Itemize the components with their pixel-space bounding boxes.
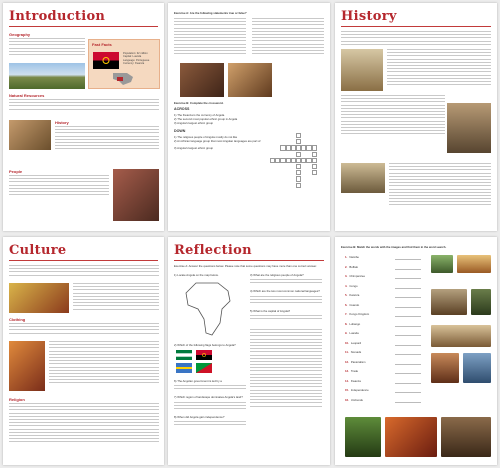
crossword-cell — [306, 164, 309, 167]
natural-resources-text — [9, 99, 159, 112]
section-heading-clothing: Clothing — [9, 317, 26, 322]
matching-row-number: 1. — [345, 255, 348, 259]
exercise-b-label: Exercise B: Match the words with the images and find them in the word search. — [341, 245, 447, 249]
across-clue: 1) The Kwanza is the currency of Angola. — [174, 113, 225, 117]
crossword-cell — [317, 145, 320, 148]
crossword-cell — [301, 152, 304, 155]
crossword-cell — [270, 183, 273, 186]
crossword-cell — [322, 139, 325, 142]
matching-row-number: 3. — [345, 274, 348, 278]
matching-row-number: 16. — [345, 397, 349, 402]
matching-row-number: 6. — [345, 302, 348, 307]
crossword-cell — [286, 152, 289, 155]
section-heading-geography: Geography — [9, 32, 31, 37]
matching-row-number: 13. — [345, 369, 349, 373]
answer-options-3 — [250, 279, 322, 285]
matching-answer-line[interactable] — [395, 354, 421, 355]
page-quiz — [168, 3, 330, 231]
fact-row: Language: Portuguese — [123, 58, 150, 62]
history-text-3 — [389, 163, 491, 208]
crossword-cell — [270, 176, 273, 179]
question-3: 3) What are the religious people of Angola? — [250, 273, 304, 277]
statements-right — [252, 18, 324, 56]
crossword-cell — [286, 164, 289, 167]
crossword-cell — [317, 133, 320, 136]
page-title: Reflection — [174, 243, 252, 258]
match-image-leopard — [431, 289, 467, 315]
matching-row-number: 14. — [345, 378, 349, 383]
crossword-cell — [317, 170, 320, 173]
question-5: 5) What is the capital of Angola? — [250, 309, 291, 313]
section-heading-people: People — [9, 169, 23, 174]
down-clue: 1) The religious people of Angola mostly do not like — [174, 135, 238, 139]
match-image-nomads — [431, 325, 491, 347]
matching-word: Pastoralism — [350, 359, 366, 364]
across-clue: 2) The second most popular ethnic group in Angola — [174, 117, 238, 121]
page-title: Culture — [9, 243, 67, 258]
fast-facts-list — [123, 52, 157, 66]
matching-word: Kwanza — [350, 378, 361, 383]
match-image-forest — [345, 417, 381, 457]
crossword-cell — [322, 133, 325, 136]
crossword-cell — [322, 145, 325, 148]
title-rule — [341, 26, 491, 27]
matching-word: Trade — [350, 369, 359, 373]
reflection-instructions: Exercise A: Answer the questions below. Please note that some questions may have more than one correct answer. — [174, 264, 317, 268]
crossword-cell — [286, 133, 289, 136]
question-8: 8) When did Angola gain independence? — [174, 415, 225, 419]
matching-word: Chimpanzee — [349, 274, 366, 278]
match-image-desert — [457, 255, 491, 273]
people-text — [9, 175, 109, 197]
down-clue: 3) Angola's largest ethnic group — [174, 146, 214, 150]
flag-option-d-icon[interactable] — [196, 363, 212, 373]
exercise-b-label: Exercise B: Complete the crossword. — [174, 101, 224, 105]
matching-row-number: 9. — [345, 331, 348, 335]
title-rule — [174, 260, 324, 261]
matching-row-number: 12. — [345, 359, 349, 364]
flag-option-b-icon[interactable] — [196, 350, 212, 360]
matching-word: Kwanza — [349, 293, 360, 297]
matching-word: Congo — [349, 283, 358, 288]
matching-word: Leopard — [350, 340, 362, 345]
crossword-cell — [275, 152, 278, 155]
page-history — [335, 3, 497, 231]
map-of-africa-icon — [93, 72, 155, 86]
match-image-chimpanzee — [471, 289, 491, 315]
matching-answer-line[interactable] — [395, 259, 421, 260]
crossword-cell — [291, 152, 294, 155]
crossword-cell — [317, 139, 320, 142]
historical-illustration — [341, 49, 383, 91]
crossword-cell — [322, 152, 325, 155]
history-text-2 — [341, 95, 445, 136]
crossword-cell — [306, 176, 309, 179]
crossword-cell — [286, 170, 289, 173]
crossword-cell — [280, 183, 283, 186]
crossword-cell — [275, 164, 278, 167]
across-heading: ACROSS — [174, 107, 190, 111]
crossword-cell — [291, 133, 294, 136]
crossword-cell — [317, 164, 320, 167]
answer-options-7 — [174, 402, 246, 412]
crossword-cell — [322, 170, 325, 173]
crossword-cell — [270, 164, 273, 167]
title-rule — [9, 260, 158, 261]
crossword-cell — [301, 170, 304, 173]
crossword-cell — [280, 133, 283, 136]
culture-intro-text — [9, 265, 159, 278]
crossword-cell — [280, 176, 283, 179]
crossword-cell — [312, 183, 315, 186]
religion-text — [9, 403, 159, 444]
section-heading-religion: Religion — [9, 397, 25, 402]
question-6: 6) The Angolan government is led by a — [174, 379, 222, 383]
crossword-cell — [270, 145, 273, 148]
crossword-cell — [275, 183, 278, 186]
section-heading-history: History — [55, 120, 69, 125]
crossword-cell — [306, 183, 309, 186]
matching-row-number: 15. — [345, 388, 349, 392]
matching-answer-line[interactable] — [395, 392, 421, 393]
matching-row-number: 7. — [345, 312, 348, 316]
crossword-cell — [306, 152, 309, 155]
matching-word: Kongo Kingdom — [349, 312, 370, 316]
crossword-cell — [301, 176, 304, 179]
matching-answer-line[interactable] — [395, 373, 421, 374]
fast-facts-heading: Fast Facts — [92, 42, 112, 47]
crossword-cell — [301, 183, 304, 186]
angola-flag-icon — [93, 52, 119, 69]
crossword-cell — [301, 139, 304, 142]
historical-photo — [341, 163, 385, 193]
page-introduction — [3, 3, 164, 231]
page-title: Introduction — [9, 9, 106, 24]
page-matching — [335, 237, 497, 465]
crossword-cell — [270, 152, 273, 155]
matching-answer-line[interactable] — [395, 364, 421, 365]
across-clue: 3) Angola's largest ethnic group — [174, 121, 214, 125]
page-reflection — [168, 237, 330, 465]
crossword-cell — [275, 145, 278, 148]
matching-word: Lubango — [349, 321, 361, 326]
fact-row: Population: 32 million — [123, 52, 148, 55]
matching-word: Luanda — [349, 331, 359, 335]
flag-option-a-icon[interactable] — [176, 350, 192, 360]
crossword-cell — [317, 176, 320, 179]
match-image-buffalo — [441, 417, 491, 457]
matching-answer-line[interactable] — [395, 288, 421, 289]
crossword-cell — [322, 183, 325, 186]
matching-row-number: 5. — [345, 293, 348, 297]
matching-word: Cuando — [349, 302, 360, 307]
crossword-cell — [280, 164, 283, 167]
question-7: 7) Which region of landscape dominates Angola's land? — [174, 395, 243, 399]
crossword-cell — [270, 170, 273, 173]
matching-row-number: 10. — [345, 340, 349, 345]
geography-text — [9, 38, 85, 57]
crossword-cell — [312, 176, 315, 179]
africa-map-icon — [178, 279, 238, 339]
page-title: History — [341, 9, 397, 24]
crossword-cell — [286, 139, 289, 142]
match-image-people — [431, 353, 459, 383]
crossword-cell — [270, 133, 273, 136]
crossword-cell — [306, 139, 309, 142]
crossword-cell — [270, 139, 273, 142]
matching-word: Buffalo — [349, 264, 359, 269]
matching-answer-line[interactable] — [395, 345, 421, 346]
answer-options-5 — [250, 315, 322, 321]
crossword-cell — [275, 139, 278, 142]
matching-answer-line[interactable] — [395, 297, 421, 298]
matching-answer-line[interactable] — [395, 335, 421, 336]
crossword-cell — [317, 152, 320, 155]
question-4: 4) Which are the two most common national languages? — [250, 289, 320, 293]
crossword-cell — [301, 164, 304, 167]
crossword-cell — [301, 133, 304, 136]
match-image-river — [463, 353, 491, 383]
crossword-cell — [317, 183, 320, 186]
crossword-cell — [275, 170, 278, 173]
matching-word: Independence — [350, 388, 369, 392]
flag-option-c-icon[interactable] — [176, 363, 192, 373]
children-photo — [180, 63, 224, 97]
page-culture — [3, 237, 164, 465]
dance-photo — [9, 283, 69, 313]
question-1: 1) Locate Angola on the map below. — [174, 273, 219, 277]
matching-answer-line[interactable] — [395, 278, 421, 279]
exercise-a-label: Exercise A: Are the following statements true or false? — [174, 11, 247, 15]
portrait-illustration — [447, 103, 491, 153]
questions-right-column — [250, 329, 322, 409]
fast-facts-box — [88, 39, 160, 89]
matching-answer-line[interactable] — [395, 269, 421, 270]
matching-word: Nomads — [350, 350, 362, 354]
matching-row-number: 2. — [345, 264, 348, 269]
title-rule — [9, 26, 158, 27]
crossword-cell — [291, 170, 294, 173]
matching-answer-line[interactable] — [395, 307, 421, 308]
traditional-dress-photo — [9, 341, 45, 391]
crossword-cell — [280, 170, 283, 173]
history-intro-text — [341, 31, 491, 47]
section-heading-natural-resources: Natural Resources — [9, 93, 45, 98]
answer-options-4 — [250, 296, 322, 306]
crossword-cell — [280, 139, 283, 142]
crossword-cell — [275, 133, 278, 136]
fact-row: Currency: Kwanza — [123, 62, 145, 66]
match-image-market — [385, 417, 437, 457]
crossword-cell — [312, 139, 315, 142]
crossword-cell — [312, 133, 315, 136]
question-2: 2) Which of the following flags belongs to Angola? — [174, 343, 236, 347]
matching-answer-line[interactable] — [395, 402, 421, 403]
crossword-cell — [286, 176, 289, 179]
down-heading: DOWN — [174, 129, 186, 133]
matching-row-number: 8. — [345, 321, 348, 326]
history-text-1 — [387, 49, 491, 87]
answer-options-8 — [174, 421, 246, 427]
crossword-cell — [306, 133, 309, 136]
matching-row-number: 11. — [345, 350, 349, 354]
crossword-cell — [317, 158, 320, 161]
crossword-grid — [270, 133, 326, 188]
crossword-cell — [280, 152, 283, 155]
crossword-cell — [322, 158, 325, 161]
down-clue: 2) An African language group that most Angolan languages are part of — [174, 139, 261, 143]
crossword-cell — [322, 176, 325, 179]
matching-answer-line[interactable] — [395, 326, 421, 327]
statements-left — [174, 18, 246, 56]
culture-text-1 — [73, 283, 159, 312]
matching-answer-line[interactable] — [395, 316, 421, 317]
crossword-cell — [291, 139, 294, 142]
landscape-photo — [9, 63, 85, 89]
match-image-wildlife — [431, 255, 453, 273]
crossword-cell — [275, 176, 278, 179]
fact-row: Capital: Luanda — [123, 55, 142, 59]
history-text — [55, 126, 159, 152]
crossword-cell — [286, 183, 289, 186]
people-photo — [9, 120, 51, 150]
crossword-cell — [322, 164, 325, 167]
matching-word: Namibe — [349, 255, 359, 259]
matching-row-number: 4. — [345, 283, 348, 288]
crossword-cell — [291, 164, 294, 167]
clothing-text-2 — [49, 341, 159, 386]
crossword-cell — [291, 176, 294, 179]
child-photo — [228, 63, 272, 97]
matching-word: Umbundu — [350, 397, 364, 402]
crossword-cell — [306, 170, 309, 173]
portrait-photo — [113, 169, 159, 221]
answer-options-6 — [174, 385, 246, 391]
clothing-text — [9, 323, 159, 336]
crossword-cell — [291, 183, 294, 186]
matching-answer-line[interactable] — [395, 383, 421, 384]
